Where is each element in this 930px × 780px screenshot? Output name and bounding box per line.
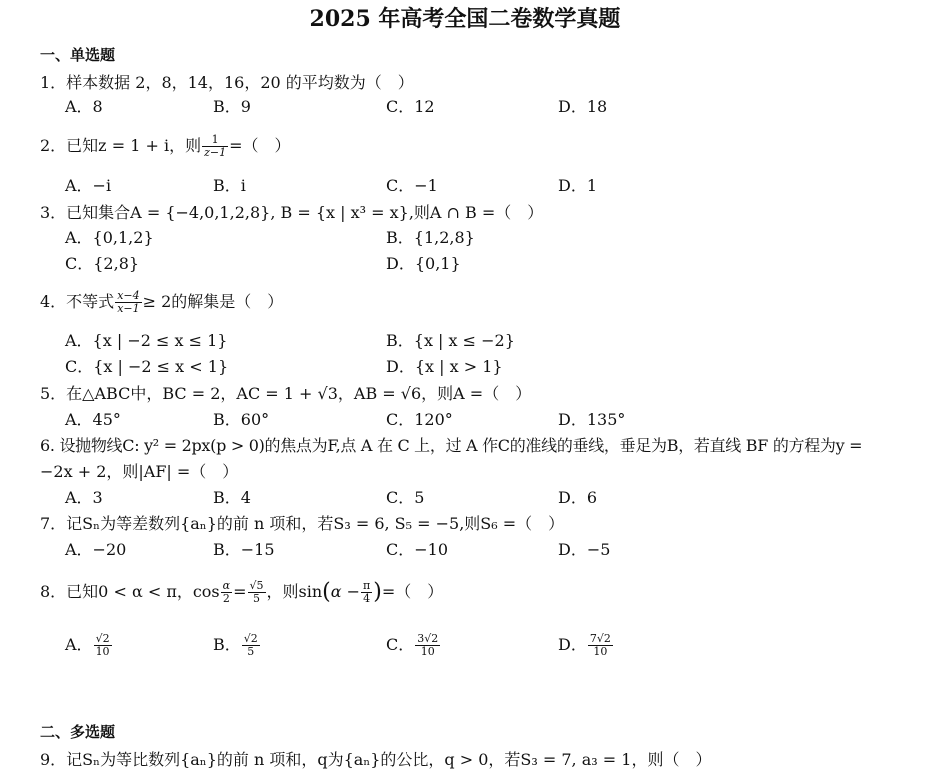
q8-inner: α −: [330, 582, 361, 601]
q2-text-end: =（ ）: [229, 136, 291, 155]
q1-option-b: B．9: [213, 97, 251, 116]
q2-option-b: B．i: [213, 176, 246, 195]
fraction: [242, 633, 260, 658]
numerator: α: [222, 579, 231, 592]
numerator: x−4: [117, 289, 140, 302]
q7-option-b: B．−15: [213, 540, 275, 559]
q5-option-d: D．135°: [558, 410, 626, 429]
q8-option-a: [65, 633, 113, 658]
q4-option-a: A．{x | −2 ≤ x ≤ 1}: [65, 331, 228, 350]
q8-option-b: [213, 633, 261, 658]
fraction: [94, 633, 112, 658]
question-5: 5．在△ABC中，BC = 2，AC = 1 + √3，AB = √6，则A =（ ）: [40, 384, 532, 403]
q6-option-c: C．5: [386, 488, 425, 507]
q2-option-c: C．−1: [386, 176, 438, 195]
numerator: 7√2: [589, 632, 611, 645]
fraction: [361, 580, 372, 605]
q8-text-mid: ，则sin: [266, 582, 323, 601]
q3-option-d: D．{0,1}: [386, 254, 461, 273]
q2-text: 2．已知z = 1 + i，则: [40, 136, 202, 155]
denominator: z−1: [204, 146, 227, 159]
denominator: 10: [420, 645, 435, 658]
q6-option-b: B．4: [213, 488, 251, 507]
q8-option-c: [386, 633, 441, 658]
question-6-line-1: 6. 设抛物线C: y² = 2px(p > 0)的焦点为F,点 A 在 C 上，过 A 作C的准线的垂线，垂足为B，若直线 BF 的方程为y =: [40, 436, 863, 455]
question-3: 3．已知集合A = {−4,0,1,2,8}, B = {x | x³ = x},则A ∩ B =（ ）: [40, 203, 544, 222]
q6-option-a: A．3: [65, 488, 103, 507]
fraction: [248, 580, 266, 605]
q5-option-c: C．120°: [386, 410, 453, 429]
q1-option-a: A．8: [65, 97, 103, 116]
question-8: [40, 579, 443, 606]
denominator: 2: [222, 592, 230, 605]
question-4: [40, 290, 283, 315]
page-title: 2025 年高考全国二卷数学真题: [309, 6, 621, 32]
denominator: x−1: [117, 302, 140, 315]
question-7: 7．记Sₙ为等差数列{aₙ}的前 n 项和，若S₃ = 6, S₅ = −5,则S₆ =（ ）: [40, 514, 565, 533]
q8-text: 8．已知0 < α < π，cos: [40, 582, 220, 601]
equals: =: [233, 582, 247, 601]
denominator: 5: [253, 592, 260, 605]
fraction: [115, 290, 141, 315]
question-2: [40, 134, 291, 159]
fraction: [415, 633, 440, 658]
q3-option-c: C．{2,8}: [65, 254, 140, 273]
q7-option-d: D．−5: [558, 540, 611, 559]
option-label: D．: [558, 635, 587, 654]
numerator: √2: [95, 632, 110, 645]
q4-option-c: C．{x | −2 ≤ x < 1}: [65, 357, 229, 376]
q4-text: 4．不等式: [40, 292, 115, 311]
fraction: [221, 580, 232, 605]
option-label: A．: [65, 635, 93, 654]
q1-option-d: D．18: [558, 97, 608, 116]
numerator: 1: [202, 134, 228, 147]
option-label: C．: [386, 635, 415, 654]
section-single-choice: 一、单选题: [40, 46, 116, 64]
q3-option-b: B．{1,2,8}: [386, 228, 475, 247]
numerator: 3√2: [417, 632, 439, 645]
denominator: 10: [95, 645, 110, 658]
numerator: π: [363, 579, 371, 592]
q8-text-end: =（ ）: [381, 582, 444, 601]
paren-left: (: [322, 579, 331, 605]
fraction: [202, 134, 228, 159]
q8-option-d: [558, 633, 614, 658]
option-label: B．: [213, 635, 241, 654]
q6-option-d: D．6: [558, 488, 598, 507]
q4-option-d: D．{x | x > 1}: [386, 357, 503, 376]
denominator: 5: [247, 645, 255, 658]
q7-option-a: A．−20: [65, 540, 127, 559]
numerator: √5: [249, 579, 264, 592]
q2-option-d: D．1: [558, 176, 598, 195]
question-9: 9．记Sₙ为等比数列{aₙ}的前 n 项和，q为{aₙ}的公比，q > 0，若S₃ = 7, a₃ = 1，则（ ）: [40, 750, 712, 769]
numerator: √2: [243, 632, 258, 645]
denominator: 10: [593, 645, 608, 658]
question-1: 1．样本数据 2，8，14，16，20 的平均数为（ ）: [40, 73, 414, 92]
question-6-line-2: −2x + 2，则|AF| =（ ）: [40, 462, 239, 481]
q5-option-a: A．45°: [65, 410, 121, 429]
q3-option-a: A．{0,1,2}: [65, 228, 154, 247]
paren-right: ): [373, 579, 382, 605]
q7-option-c: C．−10: [386, 540, 449, 559]
q2-option-a: A．−i: [65, 176, 112, 195]
q1-option-c: C．12: [386, 97, 435, 116]
q4-text-end: ≥ 2的解集是（ ）: [142, 292, 284, 311]
denominator: 4: [363, 592, 371, 605]
fraction: [588, 633, 613, 658]
q4-option-b: B．{x | x ≤ −2}: [386, 331, 515, 350]
q5-option-b: B．60°: [213, 410, 270, 429]
section-multiple-choice: 二、多选题: [40, 723, 116, 741]
